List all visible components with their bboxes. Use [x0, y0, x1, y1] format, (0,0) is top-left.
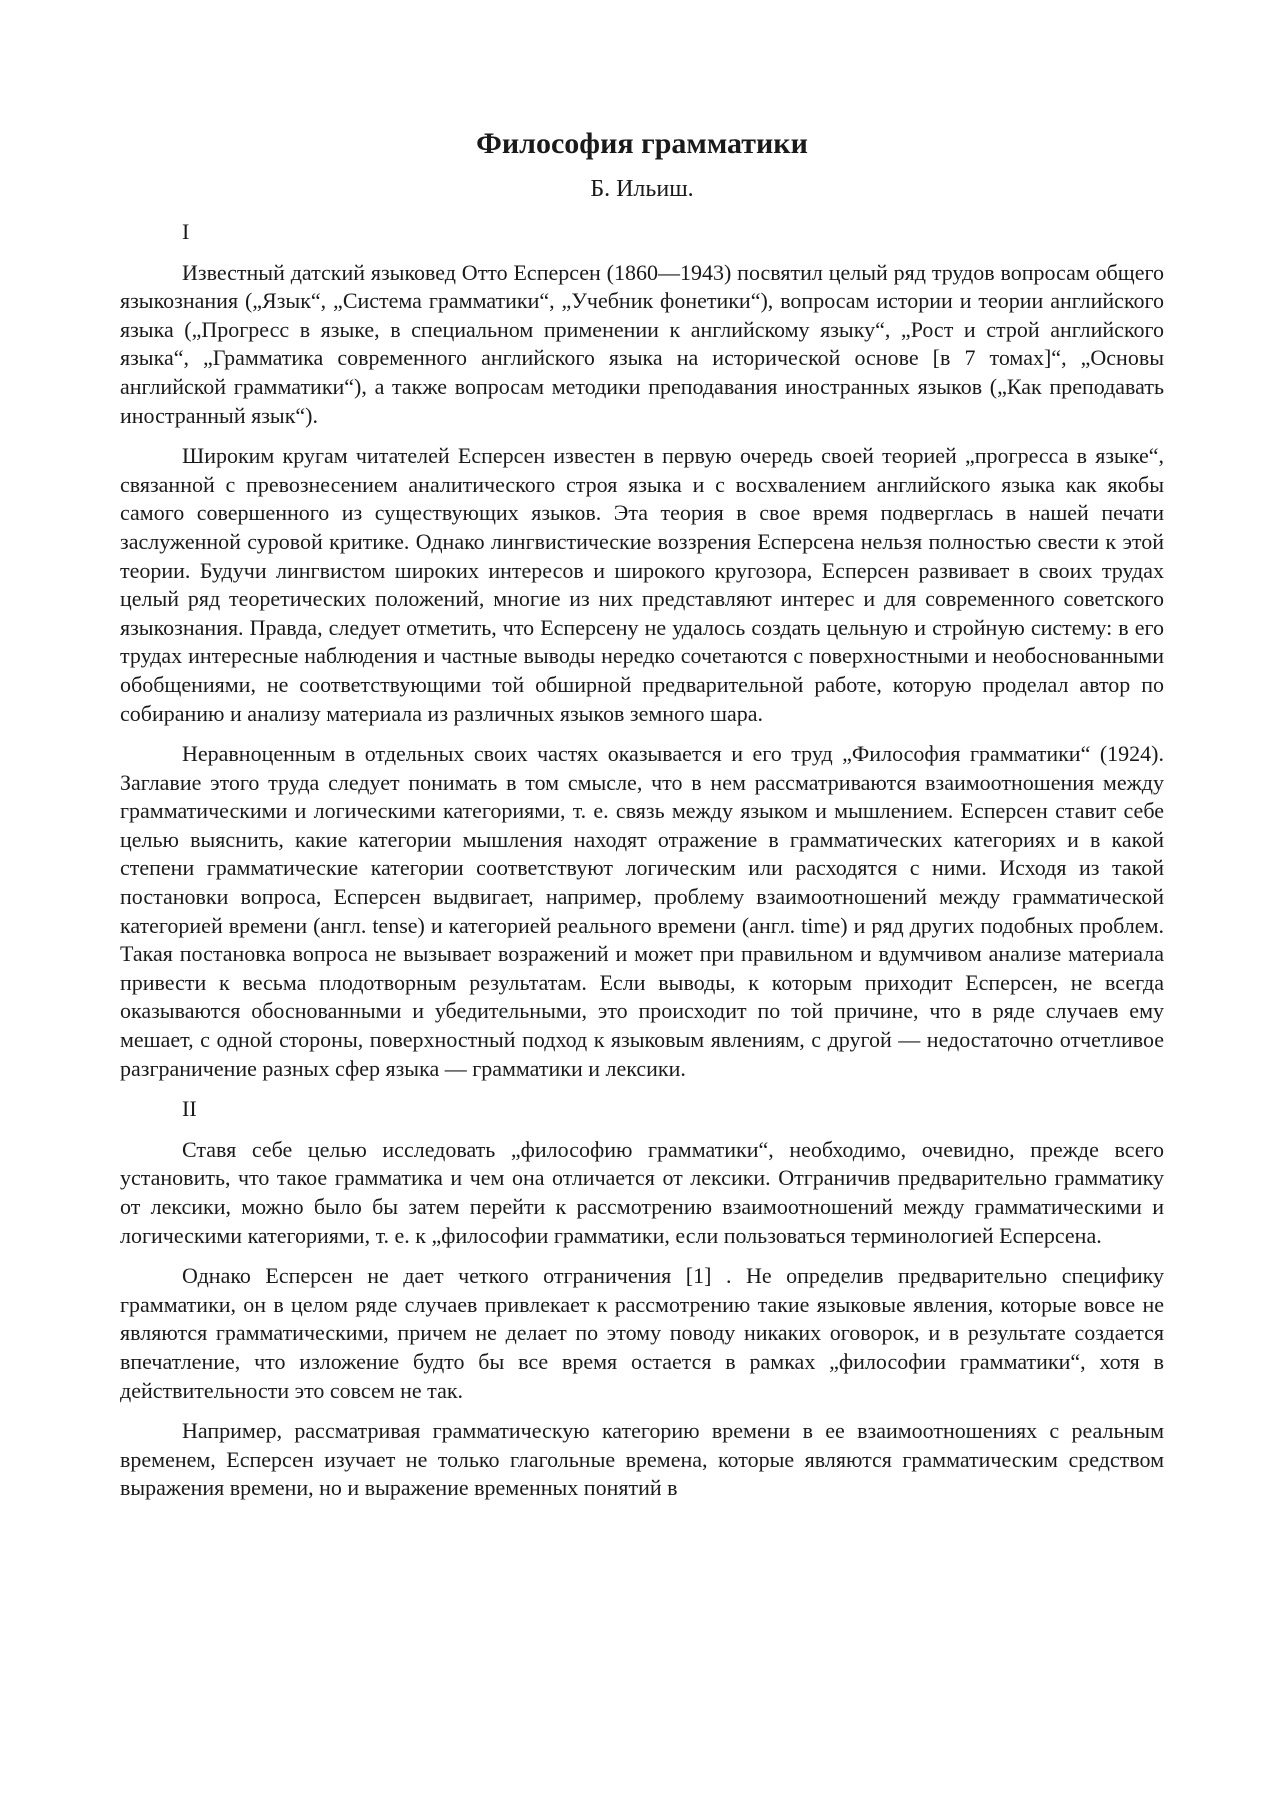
- section-1: [120, 218, 1164, 1083]
- paragraph: Неравноценным в отдельных своих частях оказывается и его труд „Философия грамматики“ (1924). Заглавие этого труда следует понимать в том смысле, что в нем рассматриваются взаимоотношения между грамматическими и логическими категориями, т. е. связь между языком и мышлением. Есперсен ставит себе целью выяснить, какие категории мышления находят отражение в грамматических категориях и в какой степени грамматические категории соответствуют логическим или расходятся с ними. Исходя из такой постановки вопроса, Есперсен выдвигает, например, проблему взаимоотношений между грамматической категорией времени (англ. tense) и категорией реального времени (англ. time) и ряд других подобных проблем. Такая постановка вопроса не вызывает возражений и может при правильном и вдумчивом анализе материала привести к весьма плодотворным результатам. Если выводы, к которым приходит Есперсен, не всегда оказываются обоснованными и убедительными, это происходит по той причине, что в ряде случаев ему мешает, с одной стороны, поверхностный подход к языковым явлениям, с другой — недостаточно отчетливое разграничение разных сфер языка — грамматики и лексики.: [120, 741, 1164, 1081]
- document-title: Философия грамматики: [476, 127, 808, 160]
- paragraph: Широким кругам читателей Есперсен известен в первую очередь своей теорией „прогресса в языке“, связанной с превознесением аналитического строя языка и с восхвалением английского языка как якобы самого совершенного из существующих языков. Эта теория в свое время подверглась в нашей печати заслуженной суровой критике. Однако лингвистические воззрения Есперсена нельзя полностью свести к этой теории. Будучи лингвистом широких интересов и широкого кругозора, Есперсен развивает в своих трудах целый ряд теоретических положений, многие из них представляют интерес и для современного советского языкознания. Правда, следует отметить, что Есперсену не удалось создать цельную и стройную систему: в его трудах интересные наблюдения и частные выводы нередко сочетаются с поверхностными и необоснованными обобщениями, не соответствующими той обширной предварительной работе, которую проделал автор по собиранию и анализу материала из различных языков земного шара.: [120, 443, 1164, 726]
- document-author: Б. Ильиш.: [590, 176, 694, 202]
- document-page: [120, 96, 1164, 1515]
- paragraph: Ставя себе целью исследовать „философию грамматики“, необходимо, очевидно, прежде всего установить, что такое грамматика и чем она отличается от лексики. Отграничив предварительно грамматику от лексики, можно было бы затем перейти к рассмотрению взаимоотношений между грамматическими и логическими категориями, т. е. к „философии грамматики, если пользоваться терминологией Есперсена.: [120, 1136, 1164, 1248]
- section-number: I: [182, 219, 190, 244]
- paragraph: Известный датский языковед Отто Есперсен (1860—1943) посвятил целый ряд трудов вопросам общего языкознания („Язык“, „Система грамматики“, „Учебник фонетики“), вопросам истории и теории английского языка („Прогресс в языке, в специальном применении к английскому языку“, „Рост и строй английского языка“, „Грамматика современного английского языка на исторической основе [в 7 томах]“, „Основы английской грамматики“), а также вопросам методики преподавания иностранных языков („Как преподавать иностранный язык“).: [120, 259, 1164, 428]
- section-number: II: [182, 1096, 197, 1122]
- paragraph: Например, рассматривая грамматическую категорию времени в ее взаимоотношениях с реальным временем, Есперсен изучает не только глагольные времена, которые являются грамматическим средством выражения времени, но и выражение временных понятий в: [120, 1418, 1164, 1501]
- paragraph: Однако Есперсен не дает четкого отграничения [1] . Не определив предварительно специфику грамматики, он в целом ряде случаев привлекает к рассмотрению такие языковые явления, которые вовсе не являются грамматическими, причем не делает по этому поводу никаких оговорок, и в результате создается впечатление, что изложение будто бы все время остается в рамках „философии грамматики“, хотя в действительности это совсем не так.: [120, 1263, 1164, 1403]
- section-2: [120, 1095, 1164, 1503]
